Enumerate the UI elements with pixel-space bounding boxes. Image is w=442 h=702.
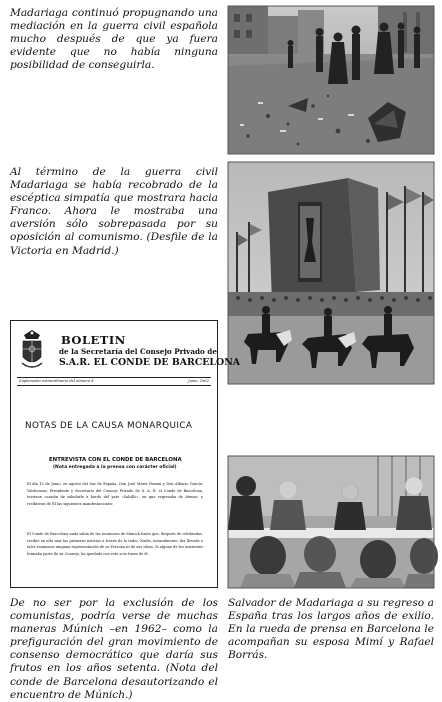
- bulletin-issue-note: Suplemento extraordinario del número 8: [19, 379, 94, 383]
- photo-press-conference: [228, 456, 434, 588]
- bulletin-rule-bottom: [17, 385, 211, 386]
- caption-madariaga-return: Salvador de Madariaga a su regreso a España tras los largos años de exilio. En la rueda de prensa en Barcelona le acompañan su esposa Mimí y Rafael Borrás.: [228, 597, 434, 662]
- bulletin-rule-top: [17, 377, 211, 378]
- bulletin-paragraph-2: El Conde de Barcelona nada sabía de las reuniones de Munich hasta que, después de celebradas, recibió en alta mar las primeras noticias a través de la radio. Nadie, naturalmente, iba llevada a tales reuniones ninguna representación de su Persona ni de sus ideas. Si alguno de los asistentes formaba parte de su Consejo, ha quedado con este acto fuera de él.: [27, 532, 203, 556]
- photo-victory-parade-image: [228, 162, 434, 384]
- bulletin-heading: NOTAS DE LA CAUSA MONARQUICA: [25, 421, 193, 431]
- photo-press-conference-image: [228, 456, 434, 588]
- caption-munich-note: De no ser por la exclusión de los comunistas, podría verse de muchas maneras Múnich –en 1962– como la prefiguración del gran movimiento de consenso democrático que daría sus frutos en los años setenta. (Nota del conde de Barcelona desautorizando el encuentro de Múnich.): [10, 597, 218, 701]
- royal-crest-icon: [19, 329, 45, 371]
- bulletin-subtitle-line1: de la Secretaría del Consejo Privado de: [59, 347, 217, 356]
- caption-mediation: Madariaga continuó propugnando una mediación en la guerra civil española mucho después de que ya fuera evidente que no había ninguna posibilidad de conseguirla.: [10, 7, 218, 72]
- bulletin-document: [10, 320, 241, 588]
- bulletin-subtitle-line2: S.A.R. EL CONDE DE BARCELONA: [59, 357, 241, 368]
- bulletin-interview-title: ENTREVISTA CON EL CONDE DE BARCELONA: [49, 457, 182, 463]
- bulletin-interview-note: (Nota entregada a la prensa con carácter oficial): [53, 465, 177, 470]
- photo-victory-parade: [228, 162, 434, 384]
- caption-victory-parade: Al término de la guerra civil Madariaga se había recobrado de la escéptica simpatía que mostrara hacia Franco. Ahora le mostraba una aversión sólo sobrepasada por su oposición al comunismo. (Desfile de la Victoria en Madrid.): [10, 166, 218, 257]
- photo-civil-war-street: [228, 6, 434, 154]
- bulletin-paragraph-1: El día 15 de Junio, en agosto del Sur de España, Don José María Pemán y Don Alfonso García-Valdecasas, Presidente y Secretario del Consejo Privado de S. A. R. el Conde de Barcelona, tuvieron ocasión de saludarle a bordo del yate «Saltillo», en que regresaba de Atenas, y recibieron de Él las siguientes manifestaciones:: [27, 482, 203, 506]
- photo-civil-war-street-image: [228, 6, 434, 154]
- bulletin-title: BOLETIN: [61, 333, 126, 347]
- bulletin-date: Junio, 1962: [188, 379, 209, 383]
